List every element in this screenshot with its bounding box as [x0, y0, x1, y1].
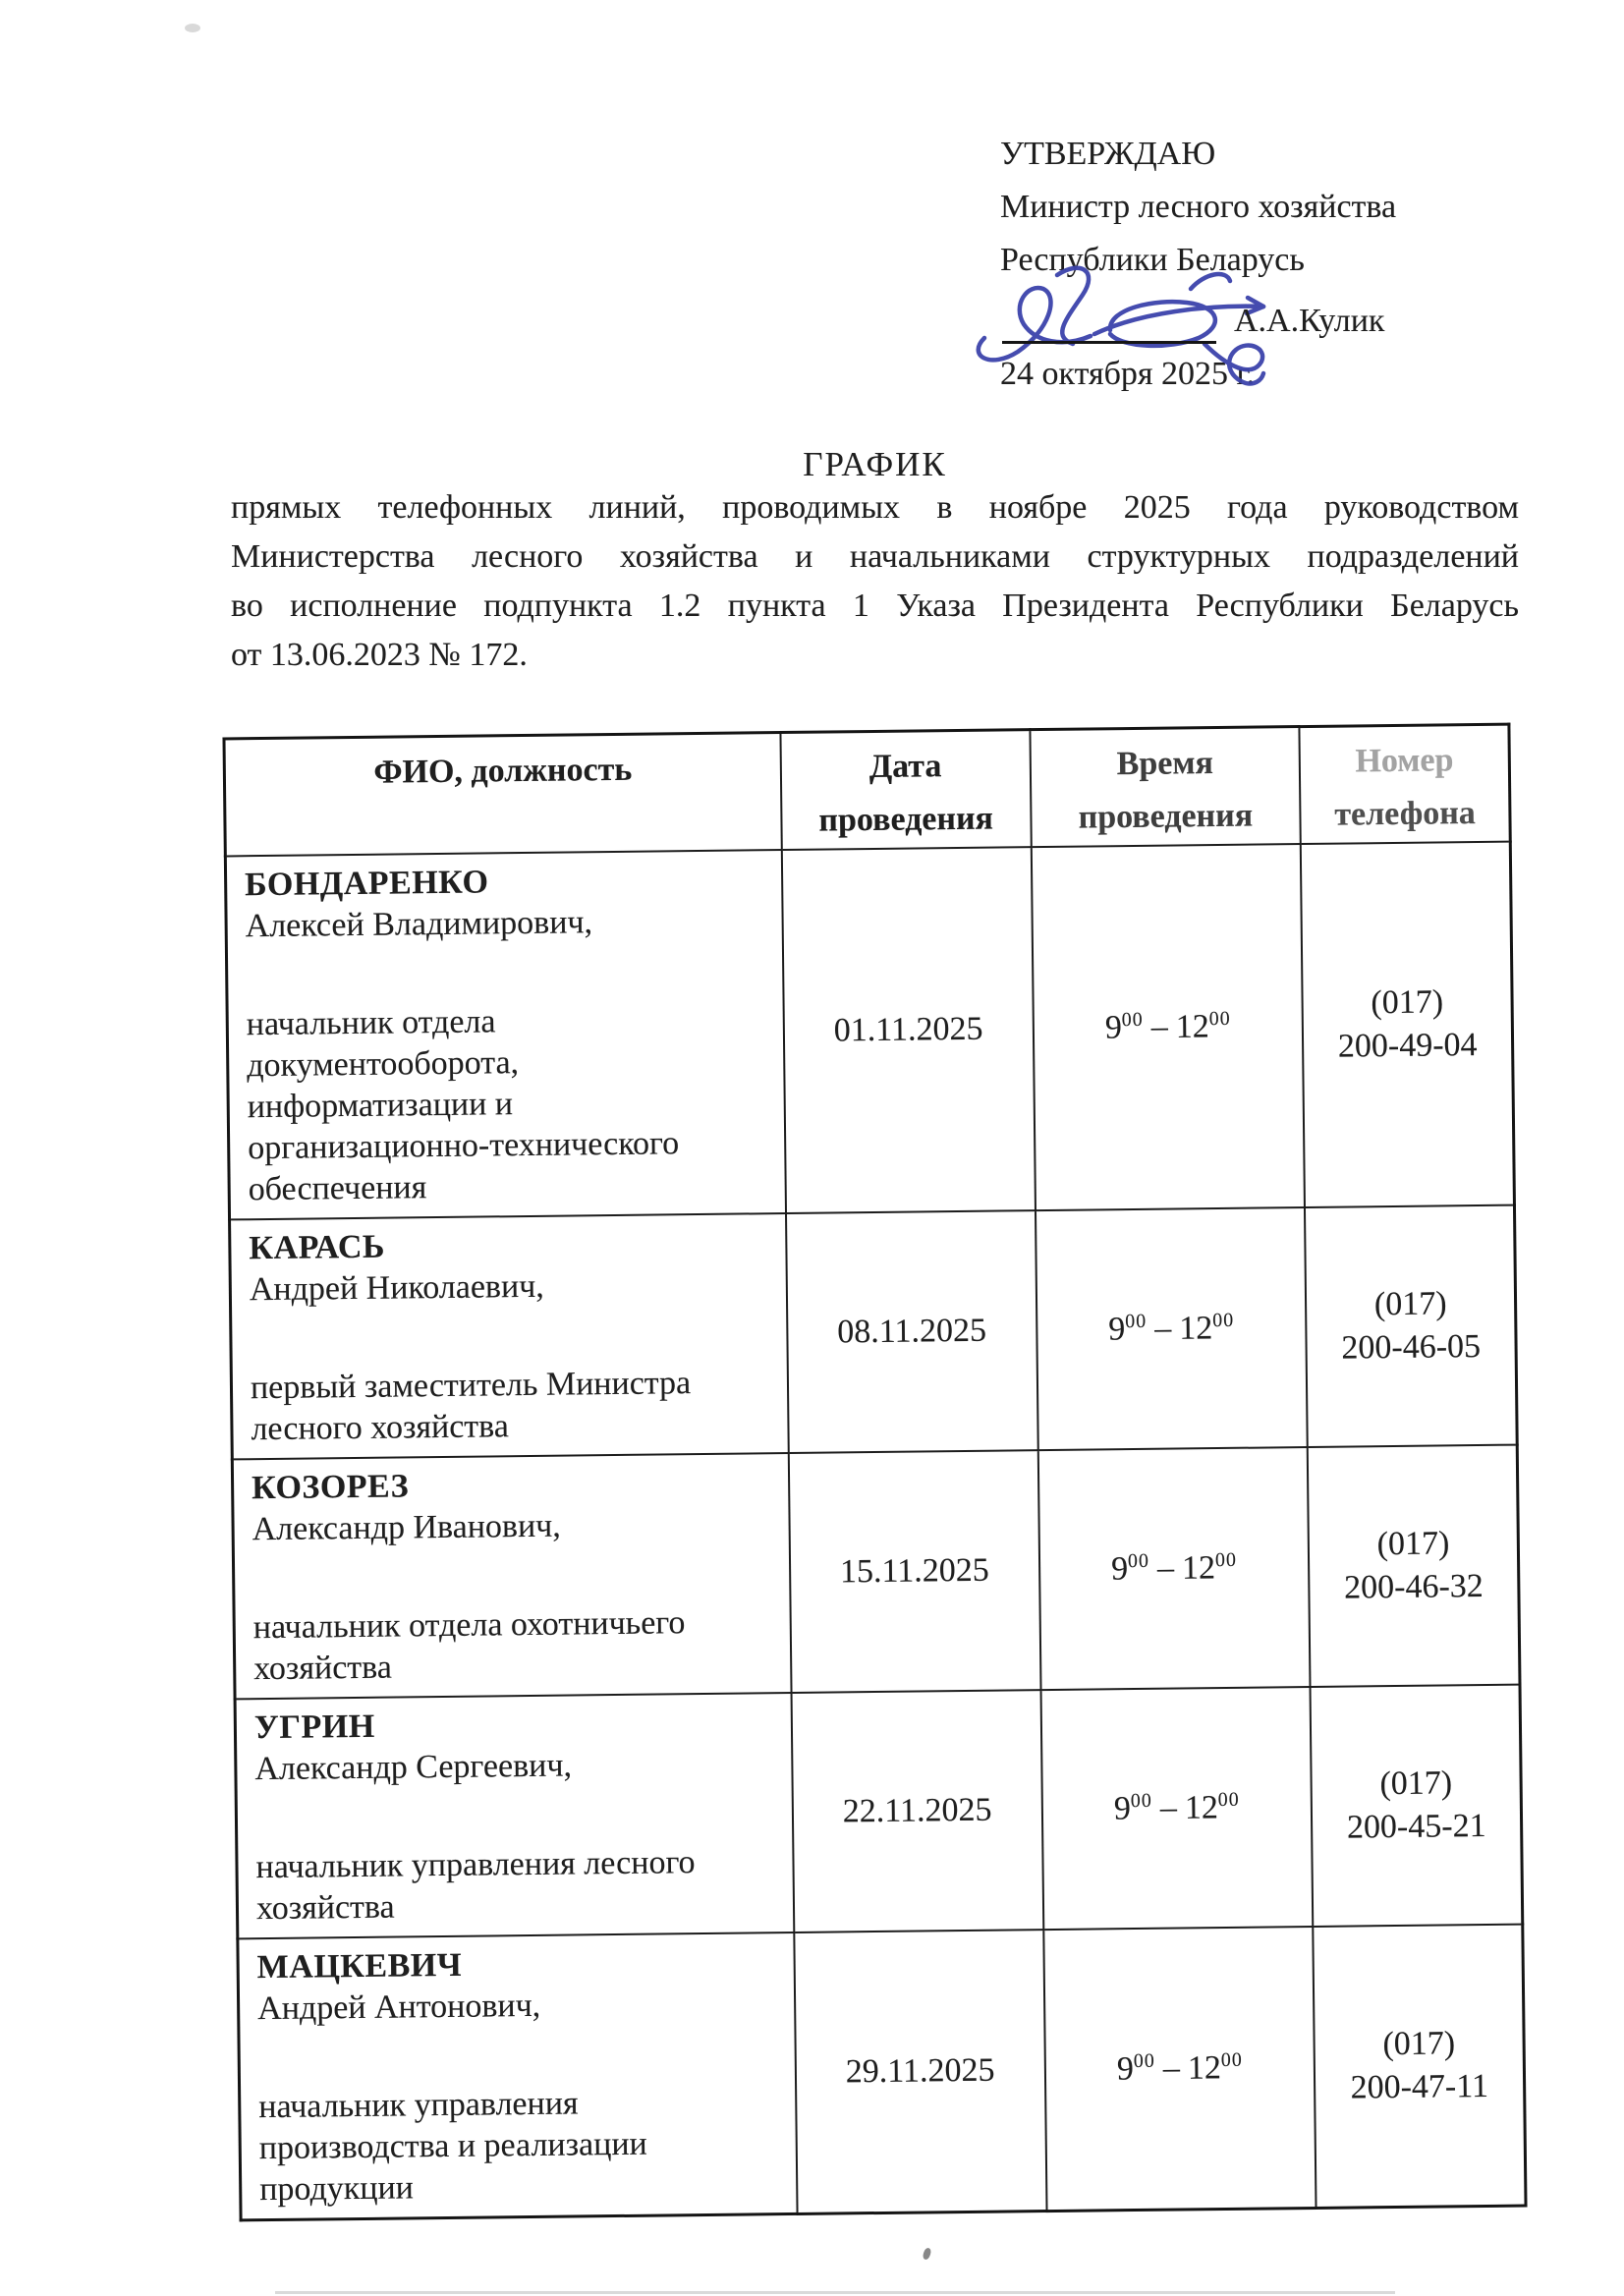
approval-org-line2: Республики Беларусь — [1000, 242, 1305, 278]
intro-line: во исполнение подпункта 1.2 пункта 1 Указа Президента Республики Беларусь — [231, 588, 1519, 624]
date-cell: 22.11.2025 — [791, 1690, 1043, 1932]
time-end-minutes: 00 — [1208, 1007, 1231, 1030]
header-date — [780, 730, 1031, 850]
time-start-minutes: 00 — [1121, 1008, 1144, 1031]
person-surname: КАРАСЬ — [249, 1228, 386, 1267]
time-start: 9 — [1104, 1009, 1123, 1046]
header-person: ФИО, должность — [224, 733, 782, 857]
time-separator: – — [1154, 1310, 1172, 1347]
phone-area-code: (017) — [1382, 2025, 1456, 2063]
phone-area-code: (017) — [1379, 1764, 1453, 1803]
person-name: Александр Иванович, — [252, 1507, 561, 1548]
person-surname: БОНДАРЕНКО — [244, 864, 489, 904]
signer-name: А.А.Кулик — [1234, 303, 1385, 339]
person-name: Андрей Антонович, — [256, 1987, 541, 2028]
time-start: 9 — [1113, 1790, 1132, 1827]
signature-row — [1000, 287, 1550, 348]
schedule-table — [222, 723, 1527, 2222]
date-cell: 15.11.2025 — [789, 1450, 1041, 1693]
table-row — [232, 1445, 1520, 1700]
phone-cell — [1314, 1925, 1526, 2209]
header-date-line2: проведения — [818, 800, 994, 839]
time-end: 12 — [1187, 2049, 1222, 2087]
intro-line: от 13.06.2023 № 172. — [231, 637, 528, 673]
time-cell — [1031, 844, 1305, 1210]
person-surname: МАЦКЕВИЧ — [256, 1946, 463, 1987]
person-position: начальник отдела документооборота, информатизации и организационно-технического обеспечения — [246, 1003, 680, 1208]
header-phone-line2: телефона — [1334, 795, 1477, 833]
time-end-minutes: 00 — [1220, 2048, 1243, 2071]
table-row — [230, 1205, 1518, 1460]
person-surname: КОЗОРЕЗ — [251, 1468, 410, 1507]
signature-line — [1002, 341, 1216, 344]
header-time-line1: Время — [1116, 745, 1214, 783]
person-name: Андрей Николаевич, — [249, 1267, 544, 1309]
time-end: 12 — [1175, 1008, 1210, 1045]
document-title: ГРАФИК — [803, 445, 947, 483]
phone-cell — [1308, 1445, 1520, 1687]
person-name: Алексей Владимирович, — [245, 904, 593, 945]
table-header-row — [224, 724, 1510, 856]
intro-paragraph — [231, 483, 1519, 680]
date-cell: 01.11.2025 — [782, 847, 1036, 1213]
scan-artifact — [185, 24, 200, 32]
person-position: начальник управления производства и реализации продукции — [258, 2085, 647, 2209]
phone-area-code: (017) — [1376, 1525, 1450, 1563]
time-start: 9 — [1108, 1311, 1126, 1348]
time-end: 12 — [1181, 1549, 1216, 1587]
header-date-line1: Дата — [868, 748, 942, 786]
time-start: 9 — [1116, 2050, 1135, 2088]
header-phone-line1: Номер — [1355, 742, 1454, 780]
intro-line: прямых телефонных линий, проводимых в ноябре 2025 года руководством — [231, 489, 1519, 526]
time-start-minutes: 00 — [1130, 1789, 1152, 1812]
person-surname: УГРИН — [253, 1708, 375, 1747]
header-phone — [1300, 724, 1511, 844]
time-separator: – — [1159, 1789, 1178, 1826]
approval-date: 24 октября 2025 г. — [1000, 356, 1256, 392]
person-cell — [235, 1693, 794, 1938]
schedule-table-wrap — [222, 723, 1527, 2222]
time-start-minutes: 00 — [1125, 1310, 1148, 1332]
approval-block — [1000, 128, 1550, 401]
header-time-line2: проведения — [1078, 797, 1254, 836]
person-position: начальник отдела охотничьего хозяйства — [252, 1604, 686, 1688]
phone-number: 200-49-04 — [1337, 1027, 1478, 1065]
phone-number: 200-47-11 — [1350, 2067, 1489, 2106]
phone-number: 200-45-21 — [1346, 1807, 1486, 1846]
time-start: 9 — [1110, 1550, 1129, 1588]
person-cell — [238, 1932, 798, 2220]
phone-number: 200-46-05 — [1341, 1327, 1482, 1367]
phone-cell — [1301, 842, 1514, 1207]
table-row — [225, 842, 1514, 1220]
time-cell — [1040, 1687, 1313, 1930]
phone-number: 200-46-32 — [1343, 1567, 1484, 1606]
scan-artifact — [922, 2247, 931, 2261]
time-cell — [1036, 1207, 1308, 1450]
scan-artifact — [275, 2291, 1395, 2294]
date-cell: 29.11.2025 — [794, 1930, 1046, 2213]
phone-cell — [1305, 1205, 1517, 1447]
table-row — [235, 1685, 1523, 1939]
time-separator: – — [1156, 1549, 1175, 1587]
time-end: 12 — [1179, 1310, 1213, 1347]
time-cell — [1037, 1447, 1310, 1690]
person-position: начальник управления лесного хозяйства — [255, 1844, 696, 1928]
phone-area-code: (017) — [1373, 1285, 1447, 1323]
person-cell — [230, 1213, 789, 1459]
person-position: первый заместитель Министра лесного хозяйства — [250, 1365, 692, 1448]
time-cell — [1043, 1927, 1316, 2212]
time-separator: – — [1150, 1008, 1169, 1045]
intro-line: Министерства лесного хозяйства и начальниками структурных подразделений — [231, 538, 1519, 575]
phone-cell — [1311, 1685, 1523, 1927]
time-separator: – — [1162, 2049, 1181, 2087]
person-name: Александр Сергеевич, — [254, 1747, 573, 1788]
table-row — [238, 1925, 1526, 2220]
time-end-minutes: 00 — [1212, 1309, 1235, 1331]
person-cell — [232, 1453, 791, 1699]
time-start-minutes: 00 — [1133, 2049, 1155, 2072]
header-time — [1030, 727, 1301, 848]
person-cell — [225, 850, 786, 1219]
time-start-minutes: 00 — [1127, 1549, 1150, 1572]
time-end-minutes: 00 — [1217, 1788, 1240, 1811]
date-cell: 08.11.2025 — [786, 1210, 1038, 1453]
time-end: 12 — [1184, 1789, 1219, 1826]
time-end-minutes: 00 — [1214, 1548, 1238, 1571]
approval-label: УТВЕРЖДАЮ — [1000, 136, 1216, 172]
phone-area-code: (017) — [1371, 983, 1444, 1022]
approval-org-line1: Министр лесного хозяйства — [1000, 189, 1397, 225]
